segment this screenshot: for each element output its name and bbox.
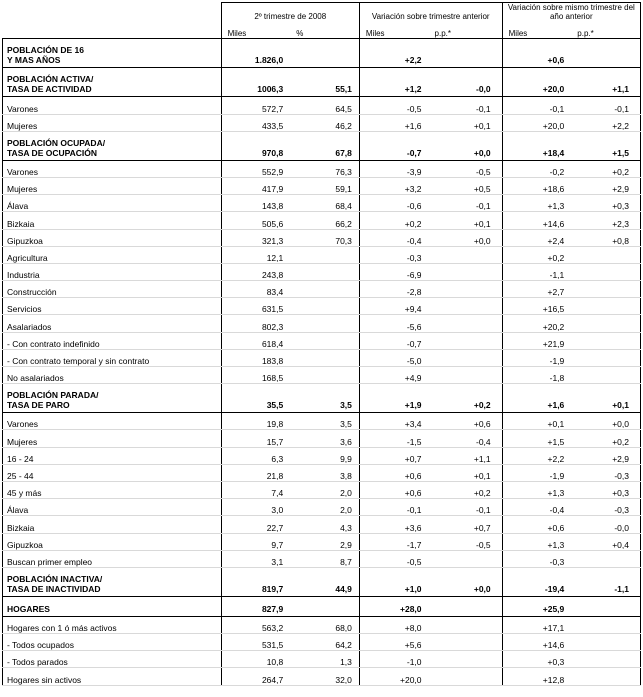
cell-pp2: -0,1 [429, 97, 503, 114]
cell-pp2: +0,1 [429, 114, 503, 131]
cell-pct1 [290, 315, 359, 332]
cell-miles1: 83,4 [221, 281, 290, 298]
cell-pp2: -0,1 [429, 195, 503, 212]
cell-miles3: +1,3 [502, 533, 571, 550]
header-group-row [3, 3, 641, 22]
cell-pp3 [571, 616, 640, 633]
statistics-table-page [0, 2, 643, 697]
cell-pp2 [429, 39, 503, 68]
table-row [3, 413, 641, 430]
cell-pp2 [429, 332, 503, 349]
row-label: - Todos parados [3, 651, 222, 668]
cell-miles3: +20,2 [502, 315, 571, 332]
cell-miles1: 819,7 [221, 567, 290, 596]
table-row [3, 596, 641, 616]
cell-pp3: +2,9 [571, 447, 640, 464]
cell-pp3: +2,2 [571, 114, 640, 131]
row-label: POBLACIÓN PARADA/ TASA DE PARO [3, 384, 222, 413]
cell-pp2: -0,4 [429, 430, 503, 447]
cell-miles2: +5,6 [359, 634, 428, 651]
cell-pp3 [571, 281, 640, 298]
cell-pp3 [571, 39, 640, 68]
cell-miles1: 168,5 [221, 367, 290, 384]
cell-pct1: 32,0 [290, 668, 359, 685]
cell-miles3: -1,1 [502, 263, 571, 280]
row-label: Buscan primer empleo [3, 550, 222, 567]
row-label: Varones [3, 413, 222, 430]
cell-pp3 [571, 263, 640, 280]
cell-miles2: +4,9 [359, 367, 428, 384]
table-row [3, 195, 641, 212]
row-label: 25 - 44 [3, 464, 222, 481]
cell-miles2: +3,2 [359, 177, 428, 194]
cell-pp2 [429, 668, 503, 685]
cell-miles2: -1,7 [359, 533, 428, 550]
row-label: POBLACIÓN INACTIVA/ TASA DE INACTIVIDAD [3, 567, 222, 596]
row-label: Asalariados [3, 315, 222, 332]
cell-pp2: +0,0 [429, 131, 503, 160]
cell-miles1: 618,4 [221, 332, 290, 349]
row-label: 45 y más [3, 481, 222, 498]
cell-pp3 [571, 298, 640, 315]
cell-pp3: +0,3 [571, 481, 640, 498]
cell-pp3: +0,0 [571, 413, 640, 430]
table-row [3, 68, 641, 97]
cell-pp2: +0,0 [429, 567, 503, 596]
table-body [3, 39, 641, 685]
cell-miles2: -0,7 [359, 131, 428, 160]
cell-miles2: +20,0 [359, 668, 428, 685]
cell-pp3 [571, 668, 640, 685]
header-col-pct-current: % [290, 21, 359, 39]
row-label: 16 - 24 [3, 447, 222, 464]
cell-miles2: -0,5 [359, 97, 428, 114]
table-row [3, 246, 641, 263]
cell-miles3: -0,3 [502, 550, 571, 567]
cell-miles1: 970,8 [221, 131, 290, 160]
row-label: Mujeres [3, 114, 222, 131]
row-label: Gipuzkoa [3, 229, 222, 246]
cell-miles3: +20,0 [502, 68, 571, 97]
cell-miles3: +2,7 [502, 281, 571, 298]
cell-miles3: +17,1 [502, 616, 571, 633]
table-row [3, 114, 641, 131]
cell-pp2 [429, 634, 503, 651]
cell-miles1: 9,7 [221, 533, 290, 550]
header-group-prev-quarter-variation: Variación sobre trimestre anterior [359, 3, 502, 22]
cell-miles3: +0,6 [502, 516, 571, 533]
cell-miles1: 264,7 [221, 668, 290, 685]
cell-pct1 [290, 298, 359, 315]
cell-miles2: -6,9 [359, 263, 428, 280]
cell-miles3: +2,2 [502, 447, 571, 464]
table-row [3, 177, 641, 194]
table-row [3, 464, 641, 481]
cell-miles3: +1,6 [502, 384, 571, 413]
header-group-prev-year-variation: Variación sobre mismo trimestre del año anterior [502, 3, 640, 22]
cell-miles2: +0,7 [359, 447, 428, 464]
cell-miles1: 433,5 [221, 114, 290, 131]
header-col-miles-current: Miles [221, 21, 290, 39]
cell-pp3: -1,1 [571, 567, 640, 596]
cell-miles2: +0,6 [359, 464, 428, 481]
cell-pp2: +0,1 [429, 464, 503, 481]
cell-pp2: +0,0 [429, 229, 503, 246]
cell-miles2: -0,7 [359, 332, 428, 349]
table-row [3, 160, 641, 177]
cell-pp3: +2,3 [571, 212, 640, 229]
cell-pct1 [290, 367, 359, 384]
cell-miles3: +0,6 [502, 39, 571, 68]
cell-pct1: 66,2 [290, 212, 359, 229]
cell-miles1: 7,4 [221, 481, 290, 498]
header-subcorner-blank [3, 21, 222, 39]
cell-miles3: +14,6 [502, 634, 571, 651]
cell-miles1: 1.826,0 [221, 39, 290, 68]
row-label: Hogares sin activos [3, 668, 222, 685]
cell-pct1 [290, 263, 359, 280]
cell-miles2: -0,6 [359, 195, 428, 212]
cell-pct1: 3,5 [290, 413, 359, 430]
row-label: - Con contrato temporal y sin contrato [3, 349, 222, 366]
labour-statistics-table [2, 2, 641, 686]
cell-miles2: +9,4 [359, 298, 428, 315]
cell-miles2: -0,1 [359, 499, 428, 516]
cell-pp2: -0,5 [429, 160, 503, 177]
cell-miles1: 22,7 [221, 516, 290, 533]
row-label: Hogares con 1 ó más activos [3, 616, 222, 633]
cell-miles3: +18,6 [502, 177, 571, 194]
cell-miles1: 3,1 [221, 550, 290, 567]
table-row [3, 97, 641, 114]
cell-miles1: 10,8 [221, 651, 290, 668]
cell-pct1 [290, 39, 359, 68]
header-col-pp-prevq: p.p.* [429, 21, 503, 39]
cell-miles2: +28,0 [359, 596, 428, 616]
row-label: Álava [3, 195, 222, 212]
row-label: Industria [3, 263, 222, 280]
cell-pct1: 64,5 [290, 97, 359, 114]
cell-pp2 [429, 246, 503, 263]
row-label: Bizkaia [3, 516, 222, 533]
row-label: Construcción [3, 281, 222, 298]
cell-pp2: -0,5 [429, 533, 503, 550]
cell-miles1: 183,8 [221, 349, 290, 366]
cell-miles3: -1,9 [502, 464, 571, 481]
cell-miles3: -1,9 [502, 349, 571, 366]
cell-miles1: 35,5 [221, 384, 290, 413]
table-row [3, 550, 641, 567]
cell-pp3: -0,1 [571, 97, 640, 114]
cell-pp2 [429, 596, 503, 616]
table-row [3, 516, 641, 533]
cell-pct1: 3,8 [290, 464, 359, 481]
cell-pp3 [571, 246, 640, 263]
table-row [3, 39, 641, 68]
cell-miles2: -0,5 [359, 550, 428, 567]
cell-pp3 [571, 332, 640, 349]
table-row [3, 212, 641, 229]
table-row [3, 651, 641, 668]
cell-miles2: -2,8 [359, 281, 428, 298]
cell-miles2: +8,0 [359, 616, 428, 633]
cell-miles2: +1,9 [359, 384, 428, 413]
cell-pp3: -0,0 [571, 516, 640, 533]
row-label: - Con contrato indefinido [3, 332, 222, 349]
cell-pp2: +0,2 [429, 384, 503, 413]
cell-pp2 [429, 550, 503, 567]
cell-pp3: +0,1 [571, 384, 640, 413]
cell-pp2: +0,6 [429, 413, 503, 430]
cell-miles3: -1,8 [502, 367, 571, 384]
header-group-current-quarter: 2º trimestre de 2008 [221, 3, 359, 22]
cell-pct1: 2,9 [290, 533, 359, 550]
cell-miles3: +25,9 [502, 596, 571, 616]
cell-miles3: +0,2 [502, 246, 571, 263]
cell-pct1: 44,9 [290, 567, 359, 596]
cell-pp3 [571, 349, 640, 366]
cell-pct1: 8,7 [290, 550, 359, 567]
table-row [3, 332, 641, 349]
cell-miles1: 631,5 [221, 298, 290, 315]
cell-pct1 [290, 596, 359, 616]
cell-miles3: +21,9 [502, 332, 571, 349]
cell-miles2: +0,2 [359, 212, 428, 229]
cell-pp2: +0,5 [429, 177, 503, 194]
cell-pct1: 64,2 [290, 634, 359, 651]
cell-miles1: 531,5 [221, 634, 290, 651]
cell-pp2: +0,7 [429, 516, 503, 533]
header-subcolumn-row [3, 21, 641, 39]
cell-miles1: 12,1 [221, 246, 290, 263]
cell-miles2: +1,6 [359, 114, 428, 131]
table-row [3, 315, 641, 332]
row-label: - Todos ocupados [3, 634, 222, 651]
cell-pp2 [429, 281, 503, 298]
row-label: Varones [3, 160, 222, 177]
cell-pp3 [571, 315, 640, 332]
table-row [3, 430, 641, 447]
row-label: Bizkaia [3, 212, 222, 229]
cell-pp2: -0,0 [429, 68, 503, 97]
row-label: Agricultura [3, 246, 222, 263]
cell-miles3: -0,4 [502, 499, 571, 516]
cell-pp3 [571, 596, 640, 616]
cell-miles2: +1,2 [359, 68, 428, 97]
cell-pp3: -0,3 [571, 464, 640, 481]
cell-pct1 [290, 281, 359, 298]
row-label: Servicios [3, 298, 222, 315]
header-col-pp-prevy: p.p.* [571, 21, 640, 39]
cell-miles2: -3,9 [359, 160, 428, 177]
cell-miles2: +1,0 [359, 567, 428, 596]
row-label: POBLACIÓN DE 16 Y MAS AÑOS [3, 39, 222, 68]
cell-miles1: 6,3 [221, 447, 290, 464]
cell-miles1: 15,7 [221, 430, 290, 447]
cell-pp3 [571, 550, 640, 567]
cell-miles2: -5,6 [359, 315, 428, 332]
cell-miles3: +12,8 [502, 668, 571, 685]
cell-miles1: 3,0 [221, 499, 290, 516]
cell-pp2: -0,1 [429, 499, 503, 516]
header-corner-blank [3, 3, 222, 22]
table-row [3, 447, 641, 464]
header-col-miles-prevq: Miles [359, 21, 428, 39]
cell-miles3: +2,4 [502, 229, 571, 246]
cell-miles3: -19,4 [502, 567, 571, 596]
cell-pp3: +1,1 [571, 68, 640, 97]
table-row [3, 263, 641, 280]
cell-pp3: +0,3 [571, 195, 640, 212]
cell-miles1: 552,9 [221, 160, 290, 177]
cell-miles1: 19,8 [221, 413, 290, 430]
table-row [3, 131, 641, 160]
cell-pct1: 4,3 [290, 516, 359, 533]
row-label: No asalariados [3, 367, 222, 384]
cell-pp2: +1,1 [429, 447, 503, 464]
cell-miles2: +0,6 [359, 481, 428, 498]
cell-miles2: -1,5 [359, 430, 428, 447]
cell-pct1: 68,4 [290, 195, 359, 212]
cell-miles1: 505,6 [221, 212, 290, 229]
row-label: Mujeres [3, 177, 222, 194]
row-label: Mujeres [3, 430, 222, 447]
cell-miles3: +1,5 [502, 430, 571, 447]
cell-miles2: +3,4 [359, 413, 428, 430]
cell-pp2 [429, 349, 503, 366]
cell-pct1 [290, 332, 359, 349]
cell-miles1: 417,9 [221, 177, 290, 194]
cell-pct1: 3,5 [290, 384, 359, 413]
cell-miles3: -0,1 [502, 97, 571, 114]
cell-pct1 [290, 349, 359, 366]
cell-miles3: +0,1 [502, 413, 571, 430]
cell-miles1: 1006,3 [221, 68, 290, 97]
cell-miles2: -0,4 [359, 229, 428, 246]
cell-miles3: +20,0 [502, 114, 571, 131]
row-label: POBLACIÓN ACTIVA/ TASA DE ACTIVIDAD [3, 68, 222, 97]
cell-miles1: 243,8 [221, 263, 290, 280]
cell-pp3: +1,5 [571, 131, 640, 160]
cell-pct1: 68,0 [290, 616, 359, 633]
cell-miles2: +3,6 [359, 516, 428, 533]
cell-pct1: 2,0 [290, 481, 359, 498]
cell-miles1: 321,3 [221, 229, 290, 246]
cell-pp2 [429, 616, 503, 633]
cell-miles1: 21,8 [221, 464, 290, 481]
cell-miles3: -0,2 [502, 160, 571, 177]
cell-miles3: +1,3 [502, 481, 571, 498]
cell-pp2 [429, 298, 503, 315]
cell-miles3: +16,5 [502, 298, 571, 315]
cell-pp3: -0,3 [571, 499, 640, 516]
cell-pct1: 67,8 [290, 131, 359, 160]
table-row [3, 298, 641, 315]
table-row [3, 567, 641, 596]
cell-pct1: 1,3 [290, 651, 359, 668]
table-row [3, 281, 641, 298]
cell-miles2: -1,0 [359, 651, 428, 668]
row-label: POBLACIÓN OCUPADA/ TASA DE OCUPACIÓN [3, 131, 222, 160]
row-label: Gipuzkoa [3, 533, 222, 550]
cell-pct1: 2,0 [290, 499, 359, 516]
table-row [3, 499, 641, 516]
cell-pp3: +0,8 [571, 229, 640, 246]
cell-pct1: 3,6 [290, 430, 359, 447]
cell-miles3: +1,3 [502, 195, 571, 212]
cell-miles3: +0,3 [502, 651, 571, 668]
table-row [3, 229, 641, 246]
table-row [3, 384, 641, 413]
table-header [3, 3, 641, 39]
cell-pct1: 70,3 [290, 229, 359, 246]
cell-pp3 [571, 634, 640, 651]
cell-pct1 [290, 246, 359, 263]
cell-pct1: 55,1 [290, 68, 359, 97]
table-row [3, 481, 641, 498]
cell-pp3: +2,9 [571, 177, 640, 194]
cell-pct1: 46,2 [290, 114, 359, 131]
cell-miles1: 143,8 [221, 195, 290, 212]
cell-miles3: +14,6 [502, 212, 571, 229]
cell-miles3: +18,4 [502, 131, 571, 160]
cell-miles2: +2,2 [359, 39, 428, 68]
cell-miles1: 563,2 [221, 616, 290, 633]
cell-pct1: 9,9 [290, 447, 359, 464]
cell-pp2 [429, 651, 503, 668]
cell-pp3: +0,2 [571, 160, 640, 177]
table-row [3, 668, 641, 685]
cell-miles2: -0,3 [359, 246, 428, 263]
cell-pct1: 76,3 [290, 160, 359, 177]
header-col-miles-prevy: Miles [502, 21, 571, 39]
cell-pp3 [571, 367, 640, 384]
cell-pp2 [429, 315, 503, 332]
cell-pp3: +0,2 [571, 430, 640, 447]
table-row [3, 616, 641, 633]
cell-miles1: 827,9 [221, 596, 290, 616]
table-row [3, 533, 641, 550]
cell-miles1: 802,3 [221, 315, 290, 332]
cell-pp2: +0,1 [429, 212, 503, 229]
table-row [3, 634, 641, 651]
cell-pp3 [571, 651, 640, 668]
cell-pp2: +0,2 [429, 481, 503, 498]
cell-miles1: 572,7 [221, 97, 290, 114]
cell-miles2: -5,0 [359, 349, 428, 366]
table-row [3, 349, 641, 366]
cell-pp2 [429, 367, 503, 384]
row-label: Varones [3, 97, 222, 114]
cell-pp3: +0,4 [571, 533, 640, 550]
row-label: Álava [3, 499, 222, 516]
row-label: HOGARES [3, 596, 222, 616]
cell-pp2 [429, 263, 503, 280]
cell-pct1: 59,1 [290, 177, 359, 194]
table-row [3, 367, 641, 384]
